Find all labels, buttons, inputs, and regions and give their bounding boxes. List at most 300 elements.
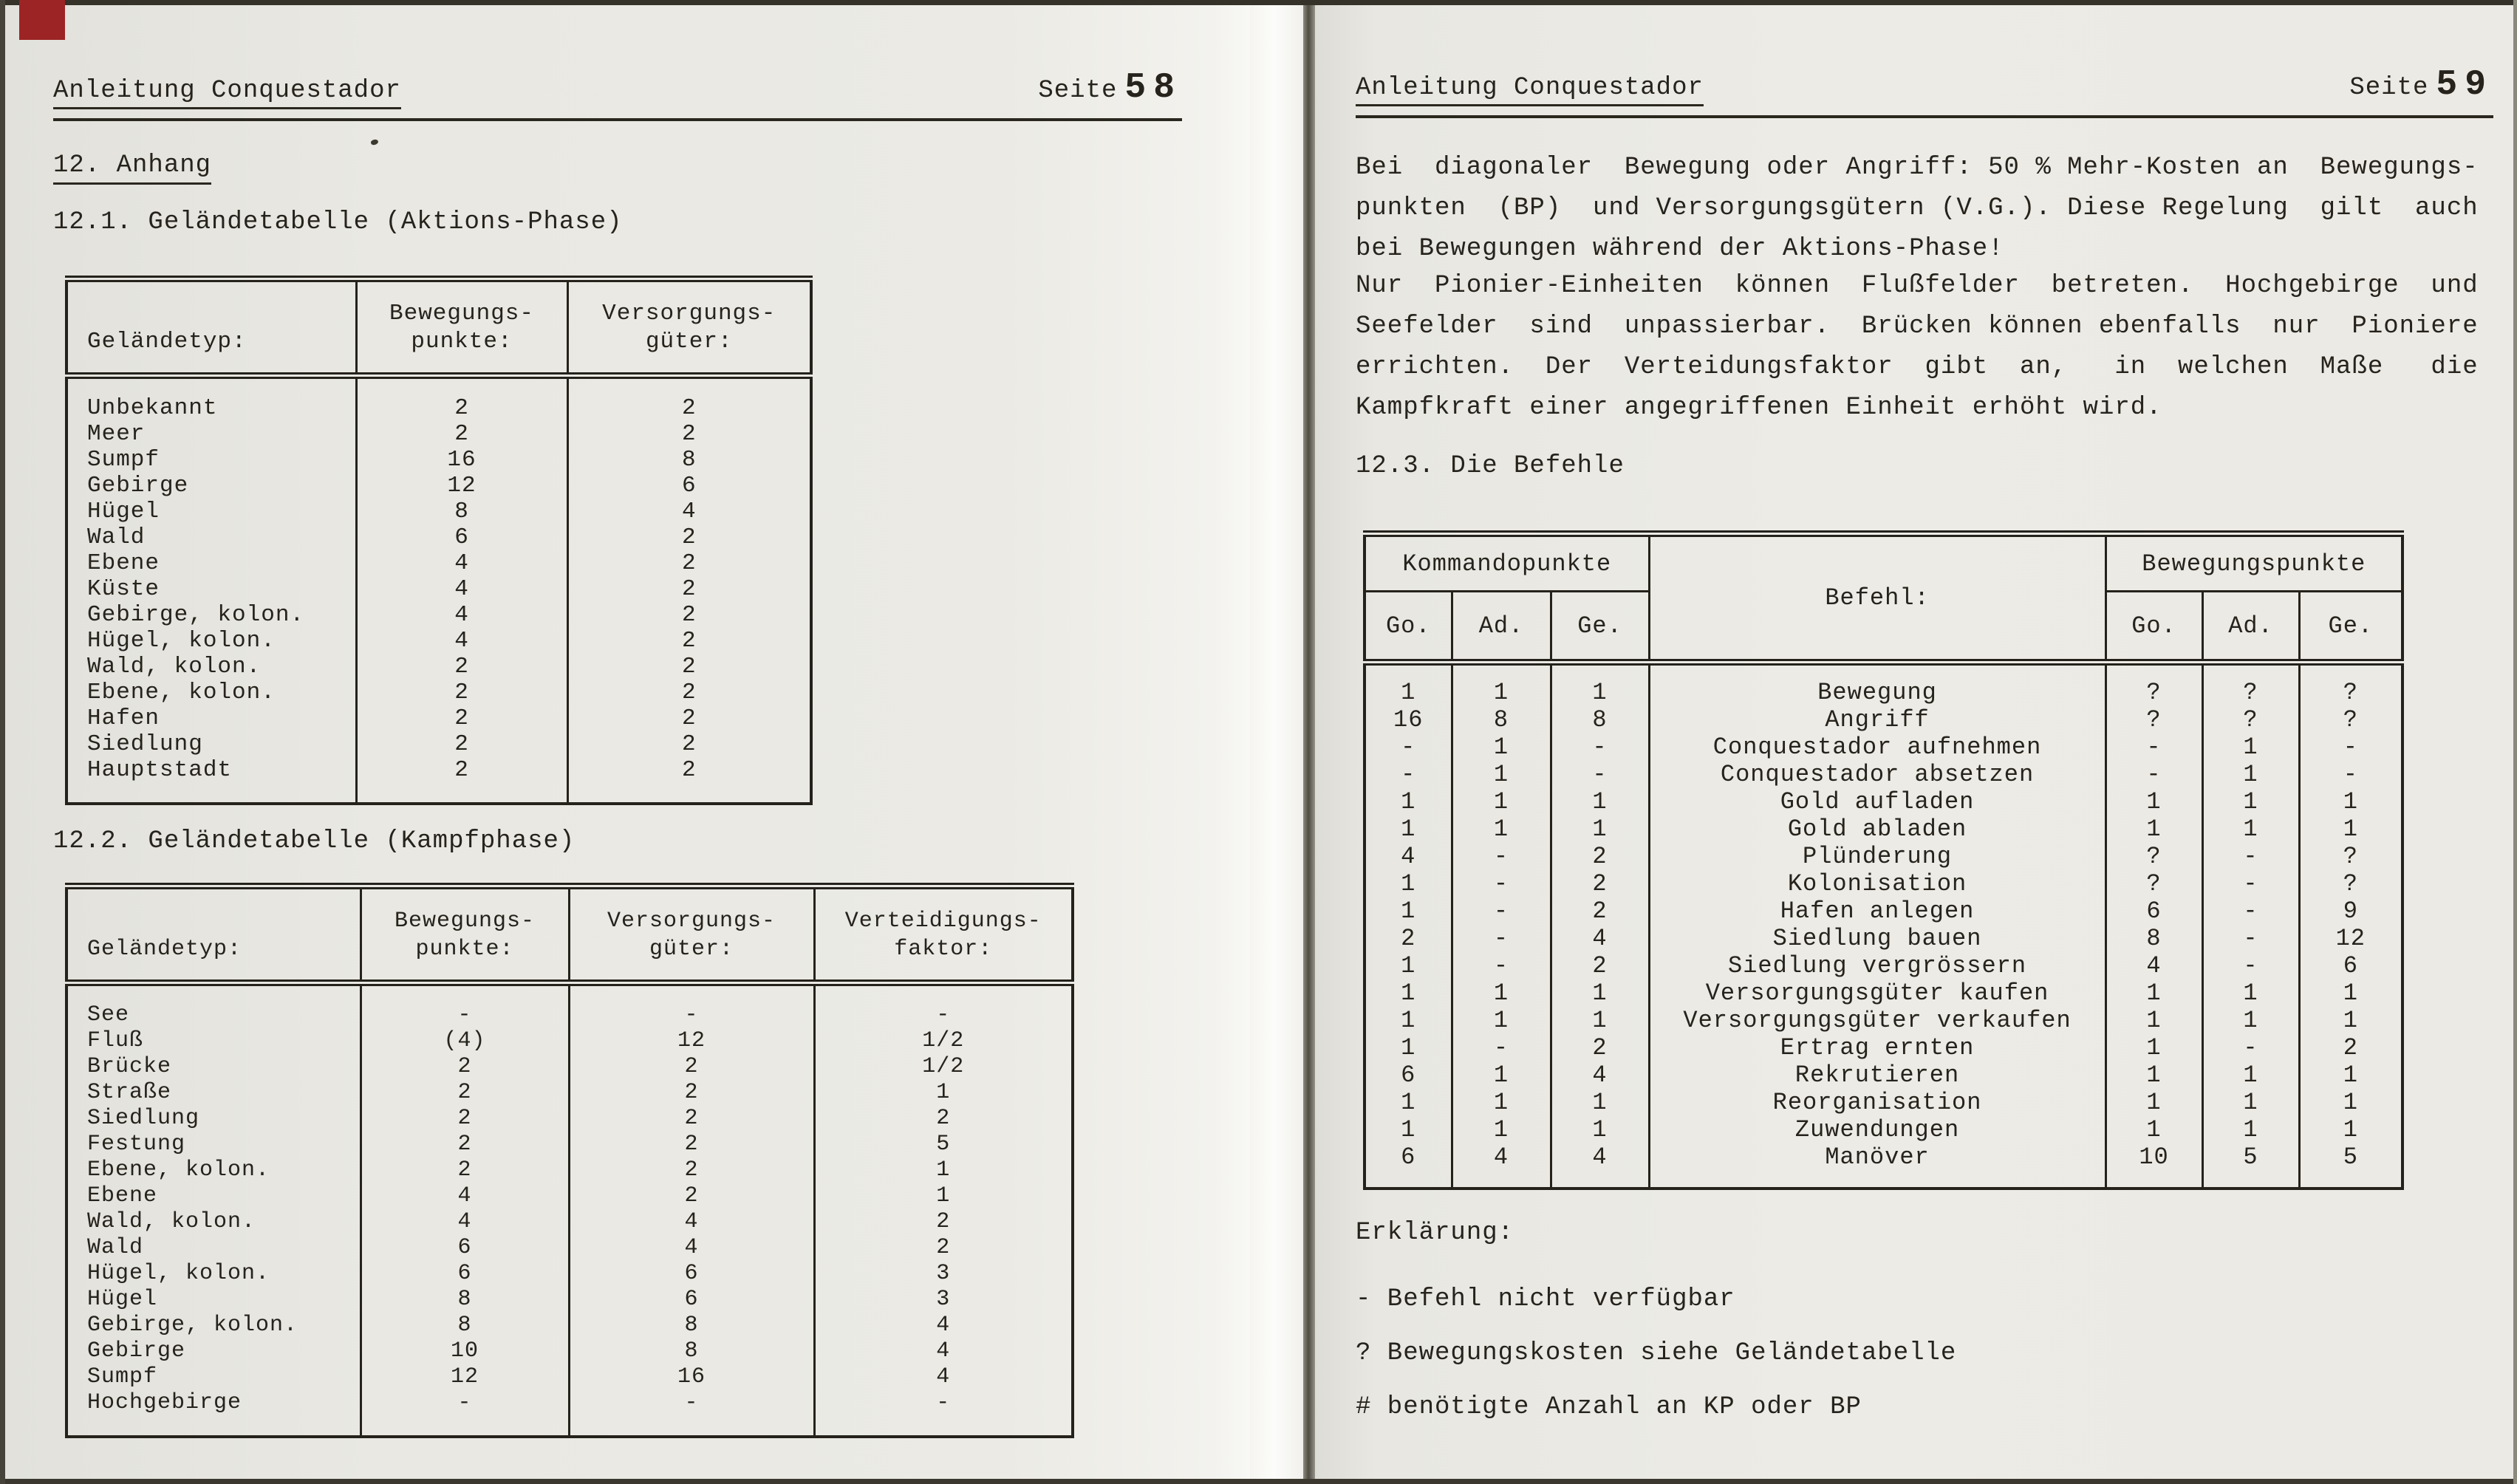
cell-kp-ad: 1 (1452, 734, 1551, 761)
cell-defense-factor: 4 (814, 1338, 1073, 1364)
cell-bp-go: - (2106, 734, 2202, 761)
cell-supply-goods: 4 (567, 499, 811, 524)
subheader-ge: Ge. (2299, 592, 2402, 663)
cell-supply-goods: 4 (569, 1235, 814, 1261)
cell-bp-ge: 1 (2299, 1061, 2402, 1089)
cell-bp-go: ? (2106, 663, 2202, 707)
cell-terrain: Wald (87, 1235, 144, 1260)
cell-kp-ad: - (1452, 1034, 1551, 1061)
cell-bp-ge: 1 (2299, 979, 2402, 1007)
cell-command: Siedlung bauen (1649, 925, 2106, 952)
cell-movement-points: 8 (361, 1313, 569, 1338)
cell-kp-go: - (1401, 734, 1416, 761)
table-row (66, 447, 811, 473)
cell-kp-ge: 4 (1551, 1143, 1649, 1189)
cell-bp-go: 1 (2106, 1089, 2202, 1116)
table-row (1365, 1061, 2402, 1089)
table-row (66, 983, 1073, 1029)
table-row (1365, 815, 2402, 843)
cell-terrain: Wald (87, 524, 146, 550)
table-row (66, 421, 811, 447)
cell-kp-ge: 1 (1551, 1116, 1649, 1143)
cell-movement-points: 2 (361, 1158, 569, 1183)
table-row (66, 1364, 1073, 1390)
cell-terrain: Gebirge, kolon. (87, 1313, 298, 1338)
cell-terrain: Siedlung (87, 731, 203, 757)
cell-supply-goods: 2 (567, 680, 811, 705)
cell-bp-go: 8 (2106, 925, 2202, 952)
cell-bp-ge: 6 (2299, 952, 2402, 979)
scan-edge-right (2513, 0, 2517, 1484)
paragraph-line: punkten (BP) und Versorgungsgütern (V.G.). Diese Regelung gilt auch (1356, 194, 2479, 222)
table-row (1365, 1007, 2402, 1034)
cell-kp-ad: 4 (1452, 1143, 1551, 1189)
cell-command: Reorganisation (1649, 1089, 2106, 1116)
left-page-header (53, 68, 1182, 121)
cell-bp-go: ? (2106, 706, 2202, 734)
heading-die-befehle: 12.3. Die Befehle (1356, 452, 1625, 480)
cell-kp-go: 1 (1401, 815, 1416, 843)
cell-bp-ge: - (2299, 734, 2402, 761)
cell-kp-go: 6 (1401, 1061, 1416, 1089)
cell-supply-goods: 2 (567, 731, 811, 757)
cell-defense-factor: 3 (814, 1287, 1073, 1313)
subheader-ad: Ad. (2202, 592, 2299, 663)
cell-kp-ge: 2 (1551, 870, 1649, 897)
cell-bp-ge: 1 (2299, 815, 2402, 843)
table-row (66, 1261, 1073, 1287)
cell-bp-ad: 5 (2202, 1143, 2299, 1189)
cell-movement-points: 8 (356, 499, 567, 524)
heading-table-kampfphase: 12.2. Geländetabelle (Kampfphase) (53, 827, 576, 855)
cell-kp-go: 1 (1401, 1116, 1416, 1143)
cell-movement-points: 4 (356, 602, 567, 628)
cell-movement-points: 10 (361, 1338, 569, 1364)
cell-kp-ad: 1 (1452, 1007, 1551, 1034)
paragraph-line: Bei diagonaler Bewegung oder Angriff: 50 % Mehr-Kosten an Bewegungs- (1356, 154, 2479, 182)
table-row (66, 524, 811, 550)
page-number: Seite 59 (2349, 65, 2493, 105)
cell-defense-factor: 1 (814, 1080, 1073, 1106)
cell-kp-go: 1 (1401, 1034, 1416, 1061)
cell-bp-ad: 1 (2202, 1089, 2299, 1116)
table-row (66, 705, 811, 731)
cell-defense-factor: 2 (814, 1106, 1073, 1132)
legend-title: Erklärung: (1356, 1219, 1514, 1247)
cell-supply-goods: 6 (569, 1261, 814, 1287)
right-page-header (1356, 65, 2493, 118)
cell-kp-ge: 1 (1551, 979, 1649, 1007)
column-header-gelaendetyp: Geländetyp: (66, 279, 356, 376)
legend-question: ? Bewegungskosten siehe Geländetabelle (1356, 1339, 1957, 1367)
cell-kp-ge: - (1551, 761, 1649, 788)
cell-terrain: Hauptstadt (87, 757, 233, 783)
table-row (66, 1183, 1073, 1209)
table-row (66, 473, 811, 499)
cell-supply-goods: 2 (567, 421, 811, 447)
cell-command: Kolonisation (1649, 870, 2106, 897)
cell-movement-points: 2 (356, 421, 567, 447)
cell-kp-ad: 1 (1452, 1116, 1551, 1143)
cell-bp-go: 1 (2106, 1007, 2202, 1034)
cell-bp-go: 1 (2106, 979, 2202, 1007)
cell-bp-ge: - (2299, 761, 2402, 788)
table-row (66, 1235, 1073, 1261)
column-header-bewegungspunkte: Bewegungs- punkte: (356, 279, 567, 376)
cell-bp-ge: 12 (2299, 925, 2402, 952)
cell-terrain: Sumpf (87, 1364, 158, 1389)
cell-bp-ad: 1 (2202, 761, 2299, 788)
terrain-table-kampfphase (65, 883, 1074, 1438)
cell-terrain: Fluß (87, 1028, 144, 1053)
cell-bp-ad: 1 (2202, 815, 2299, 843)
cell-kp-ad: - (1452, 870, 1551, 897)
cell-kp-ge: 4 (1551, 1061, 1649, 1089)
table-row (66, 1054, 1073, 1080)
cell-movement-points: 12 (356, 473, 567, 499)
cell-kp-go: 2 (1401, 925, 1416, 952)
table-row (66, 654, 811, 680)
paragraph-line: errichten. Der Verteidungsfaktor gibt an, in welchen Maße die (1356, 353, 2479, 381)
cell-bp-ad: - (2202, 1034, 2299, 1061)
cell-defense-factor: 5 (814, 1132, 1073, 1158)
cell-kp-ad: 1 (1452, 1061, 1551, 1089)
table-body (1365, 663, 2402, 1189)
cell-defense-factor: 2 (814, 1209, 1073, 1235)
cell-movement-points: 8 (361, 1287, 569, 1313)
cell-movement-points: 6 (361, 1235, 569, 1261)
cell-bp-ad: 1 (2202, 1007, 2299, 1034)
cell-terrain: Hügel (87, 1287, 158, 1312)
table-row (66, 757, 811, 804)
cell-terrain: Hügel, kolon. (87, 1261, 270, 1286)
cell-kp-ge: 8 (1551, 706, 1649, 734)
cell-command: Versorgungsgüter kaufen (1649, 979, 2106, 1007)
table-row (1365, 734, 2402, 761)
cell-bp-ad: - (2202, 897, 2299, 925)
cell-kp-ge: 2 (1551, 843, 1649, 870)
cell-kp-go: 6 (1401, 1143, 1416, 1171)
cell-movement-points: 2 (356, 705, 567, 731)
cell-terrain: See (87, 1002, 130, 1027)
table-row (66, 731, 811, 757)
cell-bp-go: 1 (2106, 815, 2202, 843)
cell-supply-goods: 8 (569, 1338, 814, 1364)
cell-kp-ge: 1 (1551, 663, 1649, 707)
subheader-go: Go. (1365, 592, 1452, 663)
table-row (1365, 952, 2402, 979)
subheader-ge: Ge. (1551, 592, 1649, 663)
cell-bp-ge: 9 (2299, 897, 2402, 925)
table-row (66, 499, 811, 524)
cell-movement-points: - (361, 1390, 569, 1437)
column-header-versorgungsgueter: Versorgungs- güter: (569, 886, 814, 983)
cell-kp-ge: 4 (1551, 925, 1649, 952)
cell-kp-go: 16 (1393, 706, 1424, 734)
cell-kp-ge: 2 (1551, 952, 1649, 979)
table-row (66, 576, 811, 602)
table-row (66, 1287, 1073, 1313)
cell-bp-ad: 1 (2202, 1116, 2299, 1143)
cell-supply-goods: 2 (567, 602, 811, 628)
legend-dash: - Befehl nicht verfügbar (1356, 1285, 1735, 1313)
cell-movement-points: 16 (356, 447, 567, 473)
column-header-befehl: Befehl: (1649, 534, 2106, 663)
legend-hash: # benötigte Anzahl an KP oder BP (1356, 1393, 1862, 1421)
cell-bp-go: 1 (2106, 1034, 2202, 1061)
cell-bp-ge: 1 (2299, 1116, 2402, 1143)
column-header-gelaendetyp: Geländetyp: (66, 886, 361, 983)
cell-terrain: Straße (87, 1080, 172, 1105)
cell-movement-points: 2 (361, 1106, 569, 1132)
cell-command: Rekrutieren (1649, 1061, 2106, 1089)
cell-defense-factor: 1/2 (814, 1054, 1073, 1080)
table-row (66, 628, 811, 654)
cell-bp-ad: 1 (2202, 788, 2299, 815)
cell-command: Hafen anlegen (1649, 897, 2106, 925)
cell-kp-ad: 1 (1452, 663, 1551, 707)
table-row (66, 1080, 1073, 1106)
cell-terrain: Siedlung (87, 1106, 200, 1131)
cell-bp-ad: ? (2202, 706, 2299, 734)
cell-kp-ge: 1 (1551, 815, 1649, 843)
table-row (1365, 897, 2402, 925)
table-row (1365, 663, 2402, 707)
manual-title: Anleitung Conquestador (53, 77, 401, 109)
table-header (66, 279, 811, 376)
cell-bp-go: - (2106, 761, 2202, 788)
cell-terrain: Sumpf (87, 447, 160, 473)
cell-movement-points: 2 (361, 1054, 569, 1080)
cell-movement-points: 4 (356, 628, 567, 654)
table-row (66, 602, 811, 628)
cell-kp-ge: 2 (1551, 1034, 1649, 1061)
paragraph-pioneer-units (1356, 266, 2479, 428)
cell-command: Ertrag ernten (1649, 1034, 2106, 1061)
scan-corner-mark (19, 0, 65, 40)
cell-supply-goods: 2 (567, 757, 811, 804)
cell-terrain: Gebirge (87, 1338, 186, 1364)
table-row (1365, 843, 2402, 870)
cell-bp-ad: - (2202, 870, 2299, 897)
cell-supply-goods: 2 (567, 524, 811, 550)
table-row (66, 376, 811, 422)
group-header-bewegungspunkte: Bewegungspunkte (2106, 534, 2402, 592)
cell-bp-ge: 2 (2299, 1034, 2402, 1061)
cell-supply-goods: 2 (567, 705, 811, 731)
cell-command: Bewegung (1649, 663, 2106, 707)
cell-command: Conquestador absetzen (1649, 761, 2106, 788)
commands-table (1363, 530, 2404, 1190)
cell-supply-goods: 8 (567, 447, 811, 473)
cell-kp-go: 1 (1401, 870, 1416, 897)
table-row (66, 1106, 1073, 1132)
cell-bp-ge: 1 (2299, 1007, 2402, 1034)
scan-edge-left (0, 0, 5, 1484)
cell-supply-goods: 2 (569, 1158, 814, 1183)
table-row (1365, 979, 2402, 1007)
paragraph-line: Nur Pionier-Einheiten können Flußfelder betreten. Hochgebirge und (1356, 272, 2479, 300)
table-row (66, 1028, 1073, 1054)
cell-supply-goods: 4 (569, 1209, 814, 1235)
cell-bp-go: 4 (2106, 952, 2202, 979)
group-header-kommandopunkte: Kommandopunkte (1365, 534, 1649, 592)
cell-supply-goods: - (569, 983, 814, 1029)
cell-bp-ad: - (2202, 952, 2299, 979)
cell-bp-ge: ? (2299, 843, 2402, 870)
cell-command: Zuwendungen (1649, 1116, 2106, 1143)
cell-terrain: Festung (87, 1132, 186, 1157)
cell-supply-goods: 2 (567, 376, 811, 422)
cell-terrain: Küste (87, 576, 160, 602)
cell-terrain: Ebene (87, 550, 160, 576)
cell-movement-points: - (361, 983, 569, 1029)
cell-movement-points: 4 (356, 550, 567, 576)
cell-terrain: Unbekannt (87, 395, 218, 421)
section-heading-anhang: 12. Anhang (53, 151, 211, 179)
cell-defense-factor: - (814, 983, 1073, 1029)
cell-bp-go: 6 (2106, 897, 2202, 925)
cell-movement-points: (4) (361, 1028, 569, 1054)
gutter-crease-shadow (1303, 0, 1315, 1484)
cell-movement-points: 4 (361, 1183, 569, 1209)
table-row (1365, 788, 2402, 815)
cell-kp-go: 1 (1401, 979, 1416, 1007)
cell-kp-go: 1 (1401, 897, 1416, 925)
cell-terrain: Wald, kolon. (87, 654, 262, 680)
table-body (66, 376, 811, 804)
column-header-bewegungspunkte: Bewegungs- punkte: (361, 886, 569, 983)
table-row (1365, 1116, 2402, 1143)
cell-terrain: Gebirge, kolon. (87, 602, 305, 628)
cell-movement-points: 2 (361, 1080, 569, 1106)
subheader-ad: Ad. (1452, 592, 1551, 663)
cell-defense-factor: 1 (814, 1158, 1073, 1183)
heading-table-aktionsphase: 12.1. Geländetabelle (Aktions-Phase) (53, 208, 623, 236)
table-row (1365, 870, 2402, 897)
cell-bp-go: 1 (2106, 1116, 2202, 1143)
cell-bp-ge: 1 (2299, 1089, 2402, 1116)
cell-supply-goods: 2 (569, 1054, 814, 1080)
cell-movement-points: 2 (356, 654, 567, 680)
cell-kp-ad: - (1452, 843, 1551, 870)
cell-kp-go: 1 (1401, 679, 1416, 706)
cell-bp-go: ? (2106, 843, 2202, 870)
cell-bp-go: 10 (2106, 1143, 2202, 1189)
cell-bp-ad: ? (2202, 663, 2299, 707)
cell-command: Gold aufladen (1649, 788, 2106, 815)
cell-movement-points: 4 (356, 576, 567, 602)
cell-movement-points: 2 (361, 1132, 569, 1158)
cell-supply-goods: 6 (569, 1287, 814, 1313)
cell-kp-go: - (1401, 761, 1416, 788)
cell-supply-goods: - (569, 1390, 814, 1437)
cell-supply-goods: 2 (569, 1080, 814, 1106)
cell-bp-ge: ? (2299, 663, 2402, 707)
table-row (1365, 1089, 2402, 1116)
cell-movement-points: 6 (356, 524, 567, 550)
cell-bp-ad: 1 (2202, 979, 2299, 1007)
cell-kp-ad: 8 (1452, 706, 1551, 734)
table-row (66, 1158, 1073, 1183)
cell-kp-go: 1 (1401, 788, 1416, 815)
cell-defense-factor: 1 (814, 1183, 1073, 1209)
cell-movement-points: 4 (361, 1209, 569, 1235)
page-number: Seite 58 (1038, 68, 1182, 108)
cell-movement-points: 2 (356, 680, 567, 705)
cell-defense-factor: 1/2 (814, 1028, 1073, 1054)
cell-kp-go: 1 (1401, 1089, 1416, 1116)
cell-movement-points: 6 (361, 1261, 569, 1287)
cell-kp-go: 1 (1401, 952, 1416, 979)
cell-supply-goods: 6 (567, 473, 811, 499)
cell-defense-factor: 4 (814, 1364, 1073, 1390)
cell-bp-ad: 1 (2202, 1061, 2299, 1089)
cell-terrain: Wald, kolon. (87, 1209, 256, 1234)
cell-terrain: Gebirge (87, 473, 189, 499)
scan-edge-bottom (0, 1479, 2517, 1484)
table-row (66, 1338, 1073, 1364)
cell-bp-ge: ? (2299, 870, 2402, 897)
cell-supply-goods: 2 (567, 628, 811, 654)
cell-bp-go: ? (2106, 870, 2202, 897)
cell-supply-goods: 16 (569, 1364, 814, 1390)
table-row (1365, 1143, 2402, 1189)
cell-defense-factor: 4 (814, 1313, 1073, 1338)
table-row (1365, 761, 2402, 788)
cell-terrain: Ebene, kolon. (87, 680, 276, 705)
cell-supply-goods: 8 (569, 1313, 814, 1338)
table-row (1365, 1034, 2402, 1061)
terrain-table-aktionsphase (65, 276, 813, 805)
cell-terrain: Hafen (87, 705, 160, 731)
table-header (1365, 534, 2402, 663)
paragraph-line: Kampfkraft einer angegriffenen Einheit erhöht wird. (1356, 394, 2162, 422)
table-row (66, 1313, 1073, 1338)
cell-command: Versorgungsgüter verkaufen (1649, 1007, 2106, 1034)
column-header-verteidigungsfaktor: Verteidigungs- faktor: (814, 886, 1073, 983)
table-row (66, 1132, 1073, 1158)
cell-kp-ad: - (1452, 925, 1551, 952)
paragraph-line: bei Bewegungen während der Aktions-Phase! (1356, 235, 2004, 263)
cell-kp-ad: 1 (1452, 815, 1551, 843)
cell-terrain: Ebene (87, 1183, 158, 1208)
cell-command: Siedlung vergrössern (1649, 952, 2106, 979)
cell-bp-ad: - (2202, 925, 2299, 952)
cell-kp-ge: - (1551, 734, 1649, 761)
cell-supply-goods: 12 (569, 1028, 814, 1054)
cell-defense-factor: 3 (814, 1261, 1073, 1287)
cell-kp-go: 4 (1401, 843, 1416, 870)
cell-kp-ad: 1 (1452, 1089, 1551, 1116)
cell-bp-ge: 5 (2299, 1143, 2402, 1189)
cell-supply-goods: 2 (569, 1183, 814, 1209)
cell-bp-ad: - (2202, 843, 2299, 870)
cell-movement-points: 2 (356, 731, 567, 757)
page-gutter (1250, 0, 1303, 1484)
cell-kp-ad: 1 (1452, 761, 1551, 788)
cell-terrain: Meer (87, 421, 146, 447)
cell-terrain: Hochgebirge (87, 1390, 242, 1415)
cell-kp-ge: 1 (1551, 1007, 1649, 1034)
cell-kp-ad: 1 (1452, 979, 1551, 1007)
cell-movement-points: 2 (356, 376, 567, 422)
cell-movement-points: 2 (356, 757, 567, 804)
cell-supply-goods: 2 (569, 1132, 814, 1158)
cell-terrain: Hügel, kolon. (87, 628, 276, 654)
cell-terrain: Ebene, kolon. (87, 1158, 270, 1183)
table-row (66, 680, 811, 705)
